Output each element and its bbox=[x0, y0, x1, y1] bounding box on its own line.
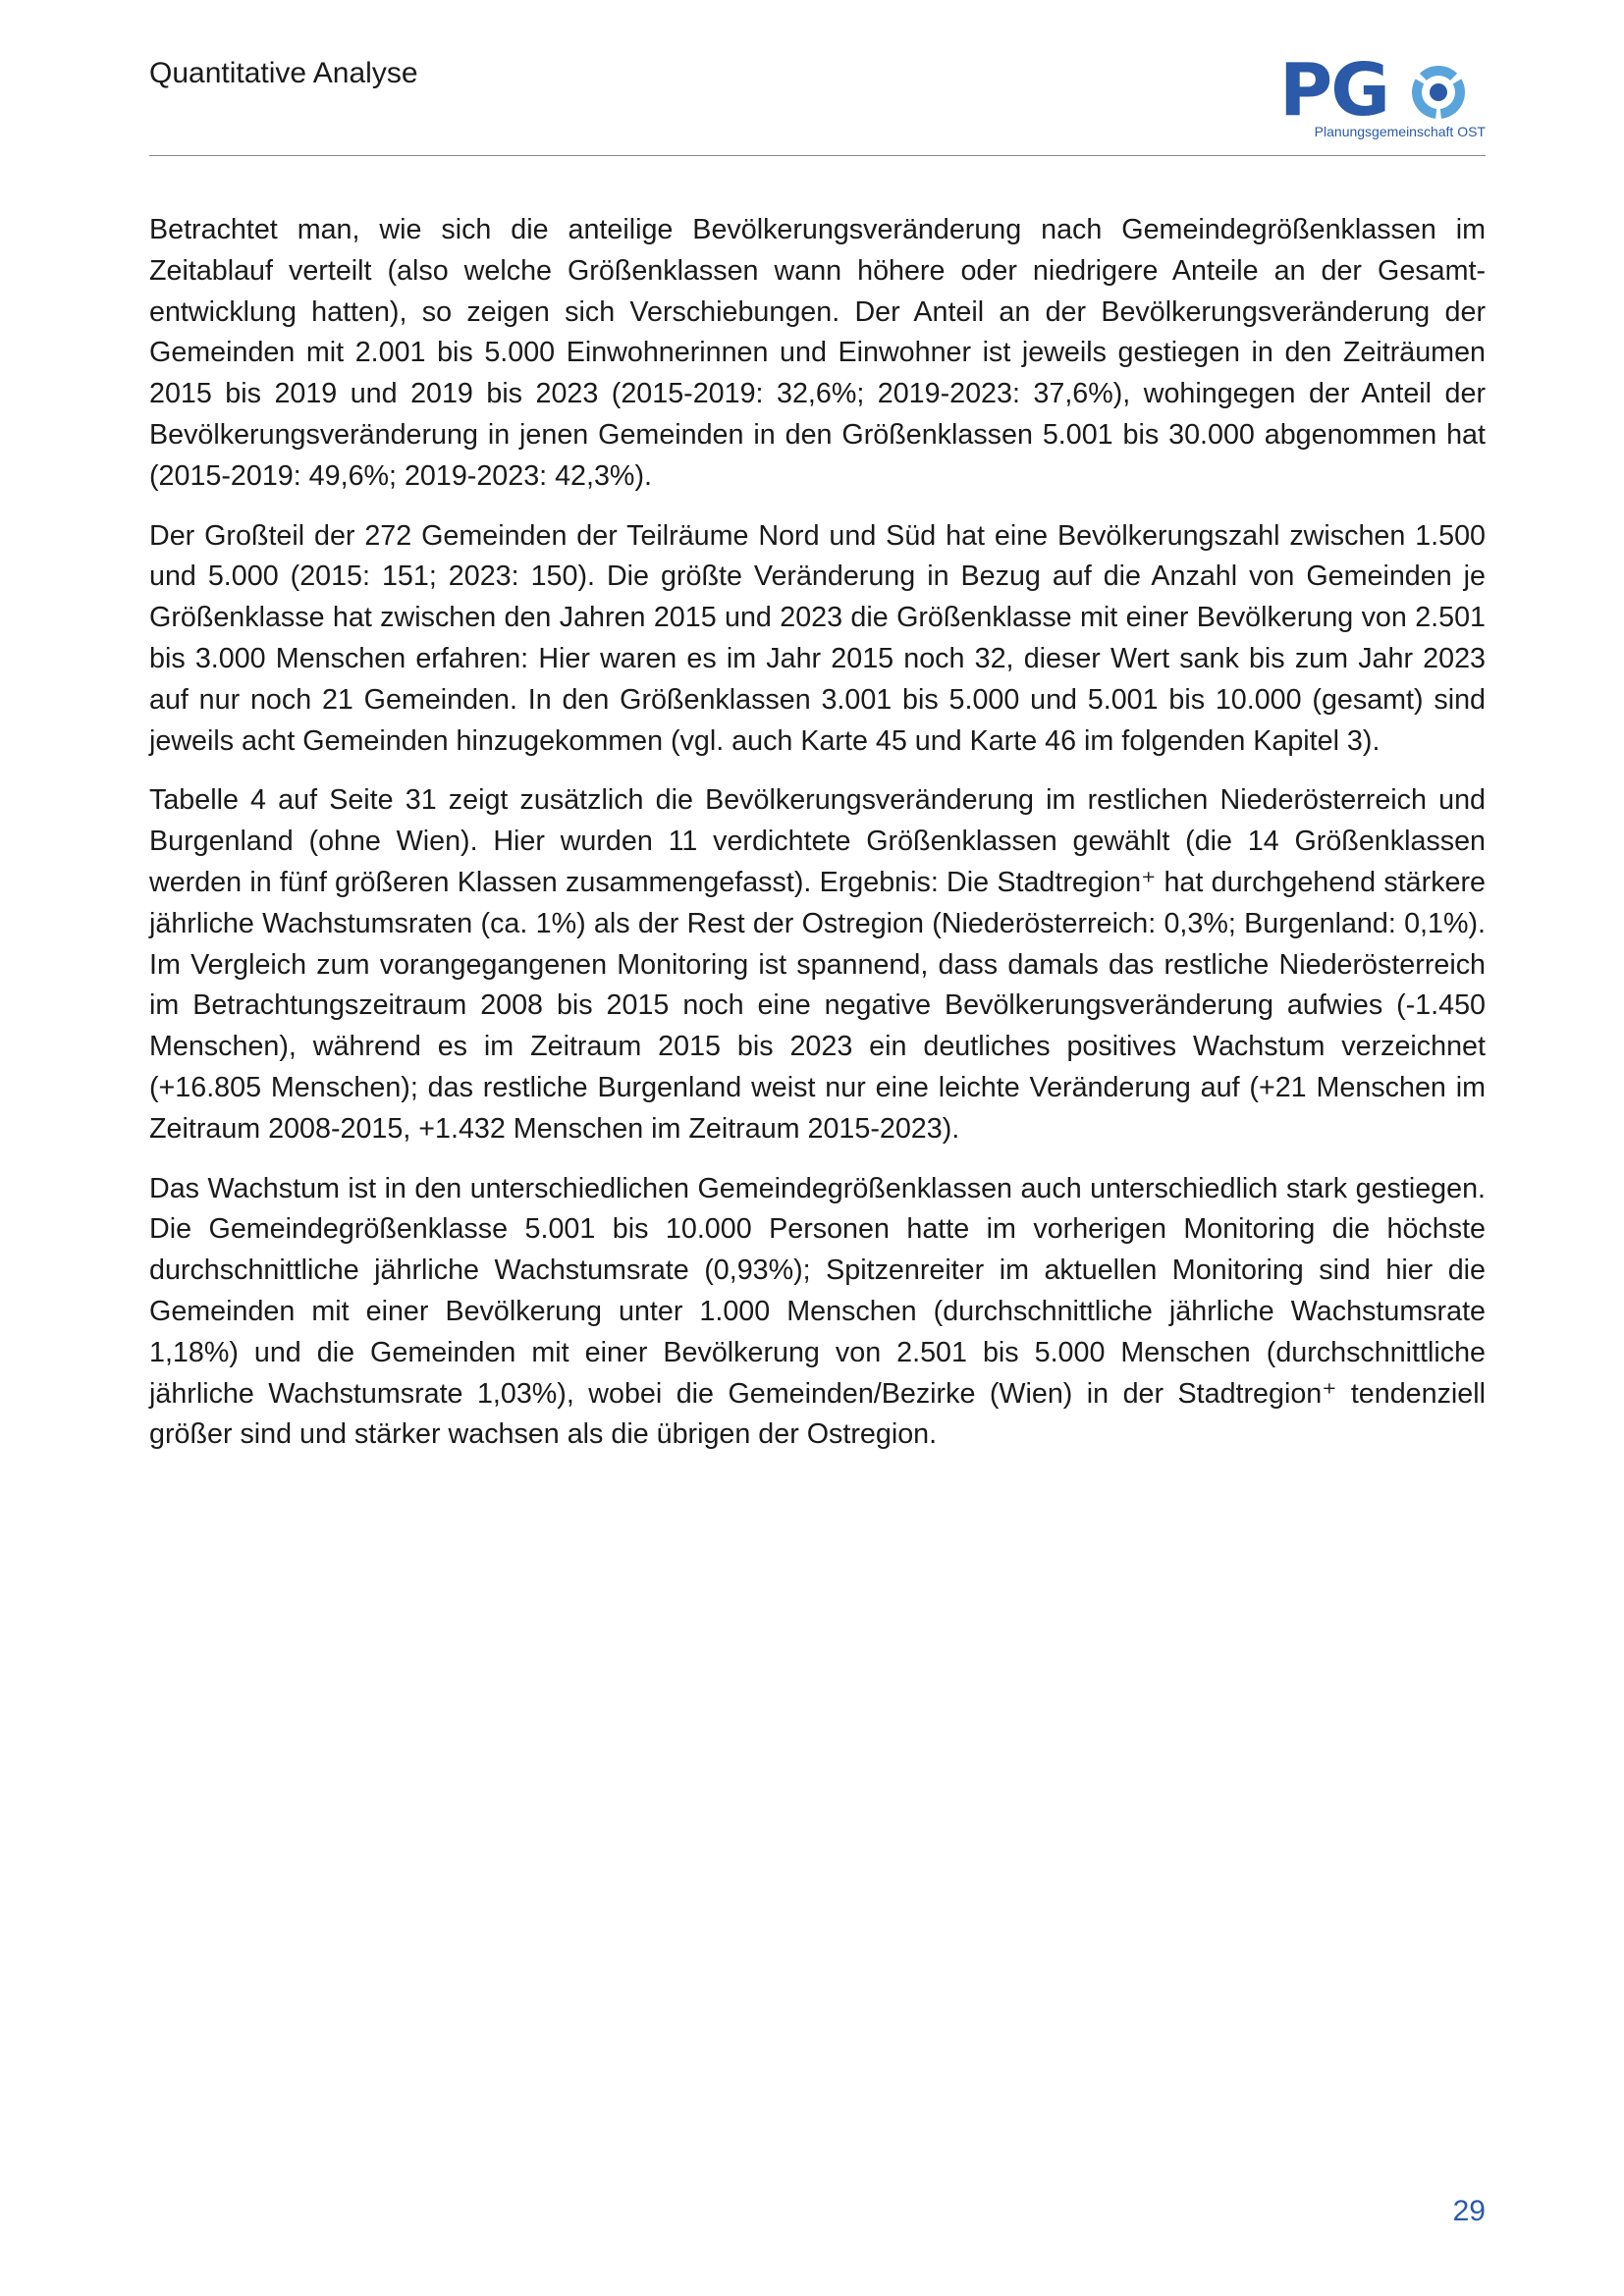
header-divider bbox=[149, 155, 1486, 156]
page-number: 29 bbox=[1452, 2195, 1486, 2227]
paragraph: Tabelle 4 auf Seite 31 zeigt zusätzlich die Bevölkerungsveränderung im restlichen Niederösterreich und Burgenland (ohne Wien). Hier wurden 11 verdichtete Größenklassen gewählt (die 14 Größenklassen werden in fünf größeren Klassen zusammengefasst). Ergebnis: Die Stadtregion⁺ hat durchgehend stärkere jährliche Wachstumsraten (ca. 1%) als der Rest der Ostregion (Niederösterreich: 0,3%; Burgenland: 0,1%). Im Vergleich zum vorangegangenen Monitoring ist spannend, dass damals das restliche Niederösterreich im Betrachtungszeitraum 2008 bis 2015 noch eine negative Bevölkerungsveränderung aufwies (-1.450 Menschen), während es im Zeitraum 2015 bis 2023 ein deutliches positives Wachstum verzeichnet (+16.805 Menschen); das restliche Burgenland weist nur eine leichte Veränderung auf (+21 Menschen im Zeitraum 2008-2015, +1.432 Menschen im Zeitraum 2015-2023). bbox=[149, 784, 1486, 1145]
logo-subtitle: Planungsgemeinschaft OST bbox=[1314, 124, 1486, 139]
header-title: Quantitative Analyse bbox=[149, 57, 418, 89]
paragraph: Das Wachstum ist in den unterschiedlichen Gemeindegrößenklassen auch unterschiedlich stark gestiegen. Die Gemeindegrößenklasse 5.001 bis 10.000 Personen hatte im vorherigen Monitoring die höchste durchschnittliche jährliche Wachstumsrate (0,93%); Spitzenreiter im aktuellen Monitoring sind hier die Gemeinden mit einer Bevölkerung unter 1.000 Menschen (durchschnittliche jährliche Wachstumsrate 1,18%) und die Gemeinden mit einer Bevölkerung von 2.501 bis 5.000 Menschen (durchschnittliche jährliche Wachstumsrate 1,03%), wobei die Gemeinden/Bezirke (Wien) in der Stadtregion⁺ tendenziell größer sind und stärker wachsen als die übrigen der Ostregion. bbox=[149, 1172, 1486, 1451]
logo-letters: PG bbox=[1279, 48, 1388, 133]
logo-o-mark-icon bbox=[1409, 63, 1468, 122]
paragraph: Betrachtet man, wie sich die anteilige Bevölkerungsveränderung nach Gemeindegrößenklassen im Zeitablauf verteilt (also welche Größenklassen wann höhere oder niedrigere Anteile an der Gesamtentwicklung hatten), so zeigen sich Verschiebungen. Der Anteil an der Bevölkerungsveränderung der Gemeinden mit 2.001 bis 5.000 Einwohnerinnen und Einwohner ist jeweils gestiegen in den Zeiträumen 2015 bis 2019 und 2019 bis 2023 (2015-2019: 32,6%; 2019-2023: 37,6%), wohingegen der Anteil der Bevölkerungsveränderung in jenen Gemeinden in den Größenklassen 5.001 bis 30.000 abgenommen hat (2015-2019: 49,6%; 2019-2023: 42,3%). bbox=[149, 214, 1486, 492]
page-header bbox=[149, 48, 1486, 153]
body-text bbox=[149, 210, 1486, 1474]
paragraph: Der Großteil der 272 Gemeinden der Teilräume Nord und Süd hat eine Bevölkerungszahl zwischen 1.500 und 5.000 (2015: 151; 2023: 150). Die größte Veränderung in Bezug auf die Anzahl von Gemeinden je Größenklasse hat zwischen den Jahren 2015 und 2023 die Größenklasse mit einer Bevölkerung von 2.501 bis 3.000 Menschen erfahren: Hier waren es im Jahr 2015 noch 32, dieser Wert sank bis zum Jahr 2023 auf nur noch 21 Gemeinden. In den Größenklassen 3.001 bis 5.000 und 5.001 bis 10.000 (gesamt) sind jeweils acht Gemeinden hinzugekommen (vgl. auch Karte 45 und Karte 46 im folgenden Kapitel 3). bbox=[149, 519, 1486, 757]
pgo-logo bbox=[1279, 48, 1486, 145]
